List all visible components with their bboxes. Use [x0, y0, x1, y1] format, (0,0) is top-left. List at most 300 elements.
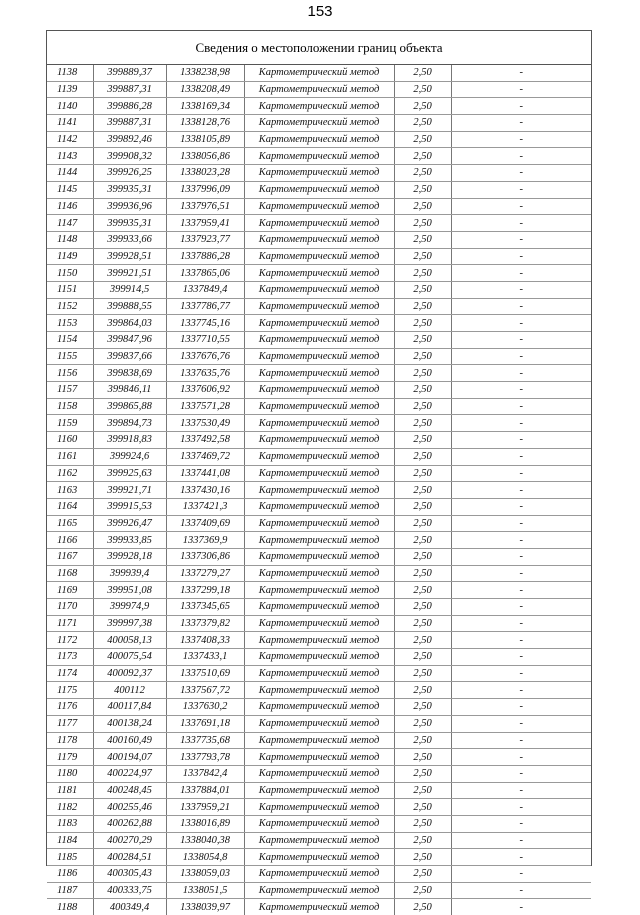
y-coordinate-cell: 1337299,18 [166, 582, 244, 599]
accuracy-cell: 2,50 [394, 832, 451, 849]
y-coordinate-cell: 1337306,86 [166, 548, 244, 565]
x-coordinate-cell: 400284,51 [93, 849, 166, 866]
section-title: Сведения о местоположении границ объекта [47, 31, 591, 65]
description-cell: - [451, 382, 591, 399]
table-row [47, 265, 591, 282]
y-coordinate-cell: 1337959,41 [166, 215, 244, 232]
point-number-cell: 1146 [47, 198, 93, 215]
point-number-cell: 1188 [47, 899, 93, 915]
accuracy-cell: 2,50 [394, 398, 451, 415]
description-cell: - [451, 281, 591, 298]
method-cell: Картометрический метод [244, 298, 394, 315]
table-row [47, 198, 591, 215]
method-cell: Картометрический метод [244, 432, 394, 449]
point-number-cell: 1139 [47, 81, 93, 98]
accuracy-cell: 2,50 [394, 498, 451, 515]
x-coordinate-cell: 399847,96 [93, 332, 166, 349]
description-cell: - [451, 248, 591, 265]
table-row [47, 65, 591, 81]
accuracy-cell: 2,50 [394, 532, 451, 549]
y-coordinate-cell: 1338023,28 [166, 165, 244, 182]
x-coordinate-cell: 400349,4 [93, 899, 166, 915]
method-cell: Картометрический метод [244, 632, 394, 649]
point-number-cell: 1150 [47, 265, 93, 282]
point-number-cell: 1141 [47, 115, 93, 132]
description-cell: - [451, 148, 591, 165]
method-cell: Картометрический метод [244, 448, 394, 465]
x-coordinate-cell: 399974,9 [93, 599, 166, 616]
y-coordinate-cell: 1338040,38 [166, 832, 244, 849]
accuracy-cell: 2,50 [394, 448, 451, 465]
y-coordinate-cell: 1338056,86 [166, 148, 244, 165]
description-cell: - [451, 632, 591, 649]
accuracy-cell: 2,50 [394, 849, 451, 866]
point-number-cell: 1177 [47, 715, 93, 732]
point-number-cell: 1147 [47, 215, 93, 232]
description-cell: - [451, 582, 591, 599]
y-coordinate-cell: 1337379,82 [166, 615, 244, 632]
accuracy-cell: 2,50 [394, 765, 451, 782]
x-coordinate-cell: 400117,84 [93, 699, 166, 716]
description-cell: - [451, 699, 591, 716]
table-row [47, 765, 591, 782]
accuracy-cell: 2,50 [394, 599, 451, 616]
y-coordinate-cell: 1337441,08 [166, 465, 244, 482]
y-coordinate-cell: 1338039,97 [166, 899, 244, 915]
x-coordinate-cell: 399865,88 [93, 398, 166, 415]
table-row [47, 565, 591, 582]
table-row [47, 749, 591, 766]
accuracy-cell: 2,50 [394, 699, 451, 716]
table-row [47, 248, 591, 265]
description-cell: - [451, 315, 591, 332]
y-coordinate-cell: 1337635,76 [166, 365, 244, 382]
accuracy-cell: 2,50 [394, 815, 451, 832]
table-row [47, 498, 591, 515]
y-coordinate-cell: 1337735,68 [166, 732, 244, 749]
accuracy-cell: 2,50 [394, 248, 451, 265]
x-coordinate-cell: 400058,13 [93, 632, 166, 649]
table-row [47, 415, 591, 432]
table-row [47, 782, 591, 799]
method-cell: Картометрический метод [244, 348, 394, 365]
description-cell: - [451, 782, 591, 799]
method-cell: Картометрический метод [244, 782, 394, 799]
description-cell: - [451, 799, 591, 816]
accuracy-cell: 2,50 [394, 782, 451, 799]
description-cell: - [451, 81, 591, 98]
x-coordinate-cell: 399921,71 [93, 482, 166, 499]
method-cell: Картометрический метод [244, 281, 394, 298]
x-coordinate-cell: 399951,08 [93, 582, 166, 599]
description-cell: - [451, 548, 591, 565]
point-number-cell: 1180 [47, 765, 93, 782]
point-number-cell: 1151 [47, 281, 93, 298]
table-row [47, 231, 591, 248]
x-coordinate-cell: 399837,66 [93, 348, 166, 365]
table-row [47, 382, 591, 399]
point-number-cell: 1165 [47, 515, 93, 532]
accuracy-cell: 2,50 [394, 582, 451, 599]
accuracy-cell: 2,50 [394, 515, 451, 532]
y-coordinate-cell: 1337369,9 [166, 532, 244, 549]
x-coordinate-cell: 399928,51 [93, 248, 166, 265]
x-coordinate-cell: 399915,53 [93, 498, 166, 515]
method-cell: Картометрический метод [244, 198, 394, 215]
table-row [47, 432, 591, 449]
accuracy-cell: 2,50 [394, 882, 451, 899]
accuracy-cell: 2,50 [394, 298, 451, 315]
accuracy-cell: 2,50 [394, 415, 451, 432]
accuracy-cell: 2,50 [394, 382, 451, 399]
page-number: 153 [307, 3, 333, 20]
table-row [47, 365, 591, 382]
accuracy-cell: 2,50 [394, 365, 451, 382]
y-coordinate-cell: 1338208,49 [166, 81, 244, 98]
description-cell: - [451, 515, 591, 532]
description-cell: - [451, 348, 591, 365]
point-number-cell: 1167 [47, 548, 93, 565]
method-cell: Картометрический метод [244, 315, 394, 332]
x-coordinate-cell: 399935,31 [93, 215, 166, 232]
y-coordinate-cell: 1337710,55 [166, 332, 244, 349]
description-cell: - [451, 565, 591, 582]
method-cell: Картометрический метод [244, 365, 394, 382]
point-number-cell: 1178 [47, 732, 93, 749]
point-number-cell: 1185 [47, 849, 93, 866]
point-number-cell: 1145 [47, 181, 93, 198]
table-row [47, 649, 591, 666]
point-number-cell: 1153 [47, 315, 93, 332]
y-coordinate-cell: 1337408,33 [166, 632, 244, 649]
table-row [47, 699, 591, 716]
method-cell: Картометрический метод [244, 799, 394, 816]
point-number-cell: 1160 [47, 432, 93, 449]
table-row [47, 532, 591, 549]
method-cell: Картометрический метод [244, 599, 394, 616]
table-row [47, 165, 591, 182]
method-cell: Картометрический метод [244, 565, 394, 582]
method-cell: Картометрический метод [244, 382, 394, 399]
point-number-cell: 1157 [47, 382, 93, 399]
method-cell: Картометрический метод [244, 582, 394, 599]
method-cell: Картометрический метод [244, 532, 394, 549]
description-cell: - [451, 882, 591, 899]
method-cell: Картометрический метод [244, 231, 394, 248]
y-coordinate-cell: 1337923,77 [166, 231, 244, 248]
description-cell: - [451, 732, 591, 749]
description-cell: - [451, 749, 591, 766]
x-coordinate-cell: 399933,66 [93, 231, 166, 248]
accuracy-cell: 2,50 [394, 115, 451, 132]
description-cell: - [451, 765, 591, 782]
boundary-points-table [47, 65, 591, 915]
y-coordinate-cell: 1338059,03 [166, 866, 244, 883]
accuracy-cell: 2,50 [394, 432, 451, 449]
y-coordinate-cell: 1337865,06 [166, 265, 244, 282]
description-cell: - [451, 482, 591, 499]
description-cell: - [451, 448, 591, 465]
description-cell: - [451, 98, 591, 115]
method-cell: Картометрический метод [244, 498, 394, 515]
point-number-cell: 1148 [47, 231, 93, 248]
method-cell: Картометрический метод [244, 115, 394, 132]
y-coordinate-cell: 1337510,69 [166, 665, 244, 682]
x-coordinate-cell: 399887,31 [93, 81, 166, 98]
x-coordinate-cell: 400305,43 [93, 866, 166, 883]
accuracy-cell: 2,50 [394, 98, 451, 115]
description-cell: - [519, 901, 523, 913]
method-cell: Картометрический метод [244, 699, 394, 716]
x-coordinate-cell: 399924,6 [93, 448, 166, 465]
accuracy-cell: 2,50 [394, 749, 451, 766]
point-number-cell: 1184 [47, 832, 93, 849]
point-number-cell: 1169 [47, 582, 93, 599]
x-coordinate-cell: 399838,69 [93, 365, 166, 382]
description-cell: - [451, 115, 591, 132]
table-row [47, 98, 591, 115]
x-coordinate-cell: 400138,24 [93, 715, 166, 732]
x-coordinate-cell: 400224,97 [93, 765, 166, 782]
method-cell: Картометрический метод [244, 882, 394, 899]
y-coordinate-cell: 1337567,72 [166, 682, 244, 699]
point-number-cell: 1140 [47, 98, 93, 115]
description-cell: - [451, 465, 591, 482]
accuracy-cell: 2,50 [394, 465, 451, 482]
method-cell: Картометрический метод [244, 181, 394, 198]
y-coordinate-cell: 1338169,34 [166, 98, 244, 115]
table-row [47, 832, 591, 849]
point-number-cell: 1166 [47, 532, 93, 549]
x-coordinate-cell: 399928,18 [93, 548, 166, 565]
description-cell: - [451, 866, 591, 883]
x-coordinate-cell: 399887,31 [93, 115, 166, 132]
method-cell: Картометрический метод [244, 148, 394, 165]
method-cell: Картометрический метод [244, 815, 394, 832]
method-cell: Картометрический метод [244, 415, 394, 432]
description-cell: - [451, 198, 591, 215]
table-row [47, 398, 591, 415]
method-cell: Картометрический метод [244, 131, 394, 148]
table-row [47, 599, 591, 616]
accuracy-cell: 2,50 [394, 682, 451, 699]
table-row [47, 849, 591, 866]
x-coordinate-cell: 399926,47 [93, 515, 166, 532]
method-cell: Картометрический метод [244, 749, 394, 766]
description-cell: - [451, 665, 591, 682]
table-row [47, 615, 591, 632]
point-number-cell: 1158 [47, 398, 93, 415]
x-coordinate-cell: 400248,45 [93, 782, 166, 799]
table-row [47, 882, 591, 899]
point-number-cell: 1176 [47, 699, 93, 716]
method-cell: Картометрический метод [244, 682, 394, 699]
description-cell: - [451, 215, 591, 232]
method-cell: Картометрический метод [244, 98, 394, 115]
accuracy-cell: 2,50 [394, 348, 451, 365]
method-cell: Картометрический метод [244, 398, 394, 415]
accuracy-cell: 2,50 [394, 615, 451, 632]
x-coordinate-cell: 399935,31 [93, 181, 166, 198]
method-cell: Картометрический метод [244, 665, 394, 682]
y-coordinate-cell: 1337976,51 [166, 198, 244, 215]
method-cell: Картометрический метод [244, 215, 394, 232]
y-coordinate-cell: 1337606,92 [166, 382, 244, 399]
table-row [47, 148, 591, 165]
method-cell: Картометрический метод [244, 165, 394, 182]
point-number-cell: 1162 [47, 465, 93, 482]
method-cell: Картометрический метод [244, 548, 394, 565]
x-coordinate-cell: 399846,11 [93, 382, 166, 399]
point-number-cell: 1155 [47, 348, 93, 365]
description-cell: - [451, 165, 591, 182]
point-number-cell: 1170 [47, 599, 93, 616]
y-coordinate-cell: 1337345,65 [166, 599, 244, 616]
accuracy-cell: 2,50 [394, 81, 451, 98]
accuracy-cell: 2,50 [394, 315, 451, 332]
table-row [47, 632, 591, 649]
method-cell: Картометрический метод [244, 65, 394, 81]
table-row [47, 582, 591, 599]
description-cell: - [451, 265, 591, 282]
method-cell: Картометрический метод [244, 715, 394, 732]
y-coordinate-cell: 1338054,8 [166, 849, 244, 866]
table-row [47, 215, 591, 232]
description-cell: - [451, 649, 591, 666]
table-row [47, 799, 591, 816]
accuracy-cell: 2,50 [394, 332, 451, 349]
description-cell: - [451, 131, 591, 148]
description-cell: - [451, 682, 591, 699]
point-number-cell: 1152 [47, 298, 93, 315]
y-coordinate-cell: 1337959,21 [166, 799, 244, 816]
method-cell: Картометрический метод [244, 465, 394, 482]
table-row [47, 281, 591, 298]
description-cell: - [451, 832, 591, 849]
point-number-cell: 1179 [47, 749, 93, 766]
table-row [47, 315, 591, 332]
accuracy-cell: 2,50 [394, 131, 451, 148]
x-coordinate-cell: 400255,46 [93, 799, 166, 816]
method-cell: Картометрический метод [244, 732, 394, 749]
accuracy-cell: 2,50 [394, 231, 451, 248]
accuracy-cell: 2,50 [394, 215, 451, 232]
description-cell: - [451, 332, 591, 349]
table-row [47, 131, 591, 148]
table-row [47, 482, 591, 499]
table-row [47, 548, 591, 565]
y-coordinate-cell: 1338238,98 [166, 65, 244, 81]
x-coordinate-cell: 399894,73 [93, 415, 166, 432]
method-cell: Картометрический метод [244, 265, 394, 282]
point-number-cell: 1186 [47, 866, 93, 883]
table-row [47, 465, 591, 482]
y-coordinate-cell: 1337842,4 [166, 765, 244, 782]
x-coordinate-cell: 399908,32 [93, 148, 166, 165]
point-number-cell: 1182 [47, 799, 93, 816]
table-row [47, 81, 591, 98]
table-row [47, 181, 591, 198]
y-coordinate-cell: 1338016,89 [166, 815, 244, 832]
x-coordinate-cell: 399889,37 [93, 65, 166, 81]
y-coordinate-cell: 1337886,28 [166, 248, 244, 265]
description-cell: - [451, 599, 591, 616]
point-number-cell: 1143 [47, 148, 93, 165]
x-coordinate-cell: 399864,03 [93, 315, 166, 332]
y-coordinate-cell: 1337630,2 [166, 699, 244, 716]
description-cell: - [451, 65, 591, 81]
method-cell: Картометрический метод [244, 482, 394, 499]
accuracy-cell: 2,50 [394, 649, 451, 666]
accuracy-cell: 2,50 [394, 899, 451, 915]
table-row [47, 665, 591, 682]
point-number-cell: 1149 [47, 248, 93, 265]
accuracy-cell: 2,50 [394, 181, 451, 198]
x-coordinate-cell: 399888,55 [93, 298, 166, 315]
y-coordinate-cell: 1337571,28 [166, 398, 244, 415]
method-cell: Картометрический метод [244, 849, 394, 866]
x-coordinate-cell: 399936,96 [93, 198, 166, 215]
point-number-cell: 1183 [47, 815, 93, 832]
y-coordinate-cell: 1337849,4 [166, 281, 244, 298]
x-coordinate-cell: 399926,25 [93, 165, 166, 182]
x-coordinate-cell: 399933,85 [93, 532, 166, 549]
point-number-cell: 1171 [47, 615, 93, 632]
table-body [47, 65, 591, 915]
point-number-cell: 1168 [47, 565, 93, 582]
x-coordinate-cell: 399925,63 [93, 465, 166, 482]
table-row [47, 866, 591, 883]
y-coordinate-cell: 1337676,76 [166, 348, 244, 365]
method-cell: Картометрический метод [244, 899, 394, 915]
accuracy-cell: 2,50 [394, 281, 451, 298]
point-number-cell: 1159 [47, 415, 93, 432]
y-coordinate-cell: 1337433,1 [166, 649, 244, 666]
method-cell: Картометрический метод [244, 765, 394, 782]
description-cell: - [451, 498, 591, 515]
description-cell: - [451, 365, 591, 382]
table-row [47, 298, 591, 315]
point-number-cell: 1154 [47, 332, 93, 349]
accuracy-cell: 2,50 [394, 665, 451, 682]
x-coordinate-cell: 400262,88 [93, 815, 166, 832]
y-coordinate-cell: 1337492,58 [166, 432, 244, 449]
y-coordinate-cell: 1337279,27 [166, 565, 244, 582]
method-cell: Картометрический метод [244, 832, 394, 849]
point-number-cell: 1144 [47, 165, 93, 182]
table-row [47, 332, 591, 349]
description-cell: - [451, 715, 591, 732]
accuracy-cell: 2,50 [394, 65, 451, 81]
description-cell: - [451, 298, 591, 315]
table-row [47, 899, 591, 915]
x-coordinate-cell: 400075,54 [93, 649, 166, 666]
accuracy-cell: 2,50 [394, 732, 451, 749]
y-coordinate-cell: 1337996,09 [166, 181, 244, 198]
x-coordinate-cell: 399918,83 [93, 432, 166, 449]
y-coordinate-cell: 1337421,3 [166, 498, 244, 515]
description-cell: - [451, 815, 591, 832]
x-coordinate-cell: 400270,29 [93, 832, 166, 849]
y-coordinate-cell: 1337430,16 [166, 482, 244, 499]
y-coordinate-cell: 1337469,72 [166, 448, 244, 465]
y-coordinate-cell: 1337884,01 [166, 782, 244, 799]
accuracy-cell: 2,50 [394, 548, 451, 565]
y-coordinate-cell: 1337409,69 [166, 515, 244, 532]
y-coordinate-cell: 1337745,16 [166, 315, 244, 332]
method-cell: Картометрический метод [244, 248, 394, 265]
description-cell: - [451, 181, 591, 198]
